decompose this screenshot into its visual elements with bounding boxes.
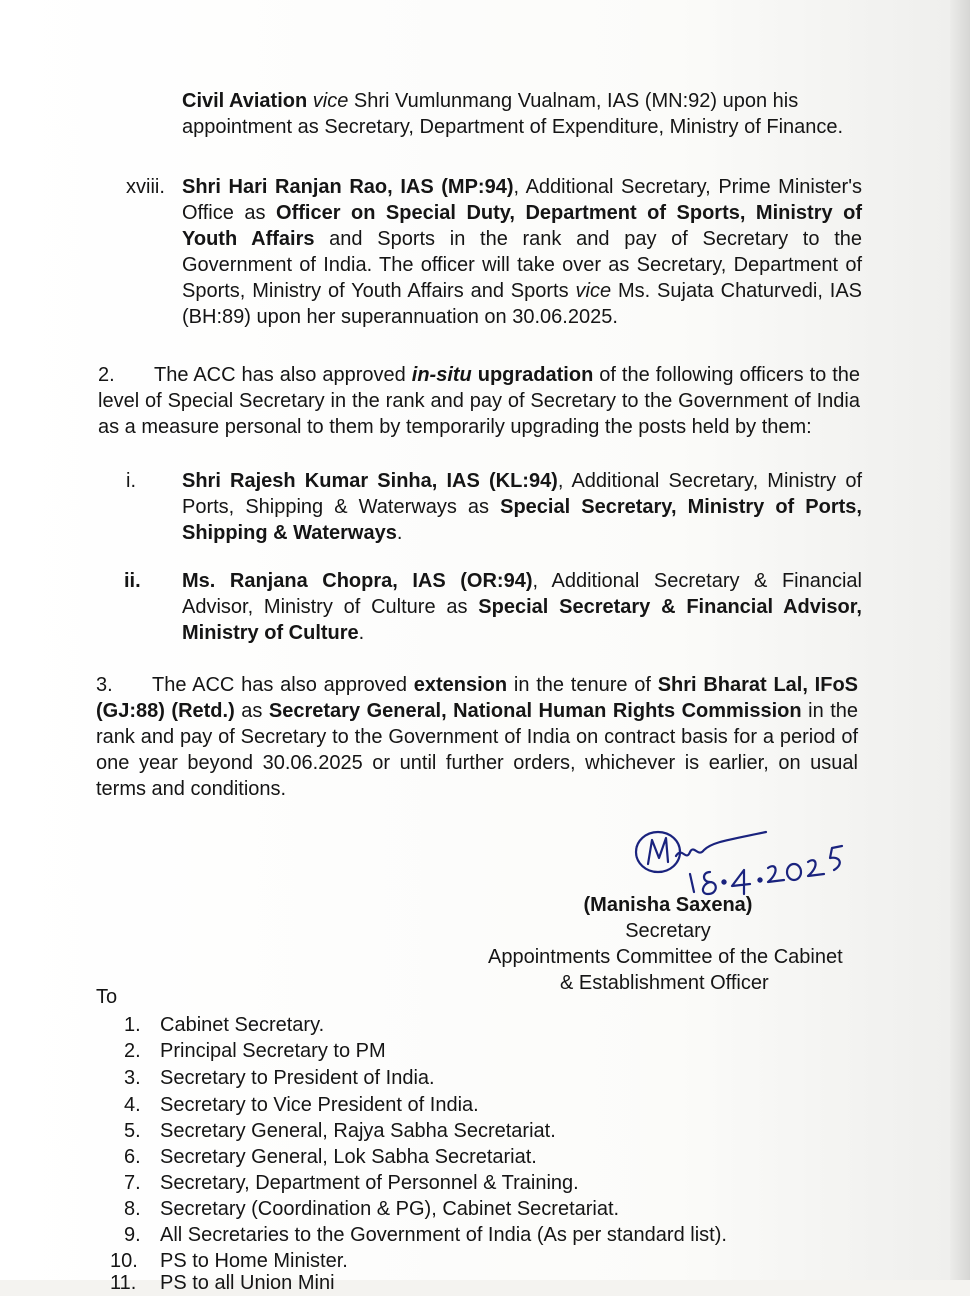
list-item: 2. Principal Secretary to PM [124,1040,386,1062]
para2-item-ii-text: Ms. Ranjana Chopra, IAS (OR:94), Additional Secretary & Financial Advisor, Ministry of Culture as Special Secretary & Financial Advisor, Ministry of Culture. [182,570,862,644]
paragraph-2: 2. The ACC has also approved in-situ upgradation of the following officers to the level of Special Secretary in the rank and pay of Secretary to the Government of India as a measure personal to them by temporarily upgrading the posts held by them: [98,364,861,438]
list-item: 3. Secretary to President of India. [124,1067,435,1089]
handwritten-signature [628,822,858,898]
list-item: 9. All Secretaries to the Government of India (As per standard list). [124,1224,727,1246]
continuation-line-1: Civil Aviation vice Shri Vumlunmang Vualnam, IAS (MN:92) upon his [182,90,799,112]
list-item: 1. Cabinet Secretary. [124,1014,325,1036]
signatory-org-line-2: & Establishment Officer [560,972,769,994]
list-item: 6. Secretary General, Lok Sabha Secretariat. [124,1146,537,1168]
page-edge-shadow [950,0,970,1280]
signatory-org-line-1: Appointments Committee of the Cabinet [488,946,843,968]
list-item: 11. PS to all Union Mini [110,1272,335,1294]
item-xviii-text: Shri Hari Ranjan Rao, IAS (MP:94), Additional Secretary, Prime Minister's Office as Officer on Special Duty, Department of Sports, Ministry of Youth Affairs and Sports in the rank and pay of Secretary to the Government of India. The officer will take over as Secretary, Department of Sports, Ministry of Youth Affairs and Sports vice Ms. Sujata Chaturvedi, IAS (BH:89) upon her superannuation on 30.06.2025. [182,176,863,328]
signatory-title: Secretary [625,920,711,942]
signatory-name: (Manisha Saxena) [583,894,753,916]
list-item: 8. Secretary (Coordination & PG), Cabinet Secretariat. [124,1198,620,1220]
paragraph-2-number: 2. [98,364,115,386]
item-number-i: i. [126,470,136,492]
continuation-line-2: appointment as Secretary, Department of Expenditure, Ministry of Finance. [182,116,844,138]
list-item: 5. Secretary General, Rajya Sabha Secretariat. [124,1120,556,1142]
paragraph-3-number: 3. [96,674,113,696]
item-number-xviii: xviii. [126,176,165,198]
list-item: 4. Secretary to Vice President of India. [124,1094,479,1116]
list-item: 7. Secretary, Department of Personnel & Training. [124,1172,579,1194]
list-item: 10. PS to Home Minister. [110,1250,348,1272]
continuation-text [182,88,862,140]
to-label: To [96,986,118,1008]
item-number-ii: ii. [124,570,141,592]
para2-item-i-text: Shri Rajesh Kumar Sinha, IAS (KL:94), Additional Secretary, Ministry of Ports, Shipping & Waterways as Special Secretary, Ministry of Ports, Shipping & Waterways. [182,470,863,544]
paragraph-3: 3. The ACC has also approved extension in the tenure of Shri Bharat Lal, IFoS (GJ:88) (Retd.) as Secretary General, National Human Rights Commission in the rank and pay of Secretary to the Government of India on contract basis for a period of one year beyond 30.06.2025 or until further orders, whichever is earlier, on usual terms and conditions. [96,674,859,800]
